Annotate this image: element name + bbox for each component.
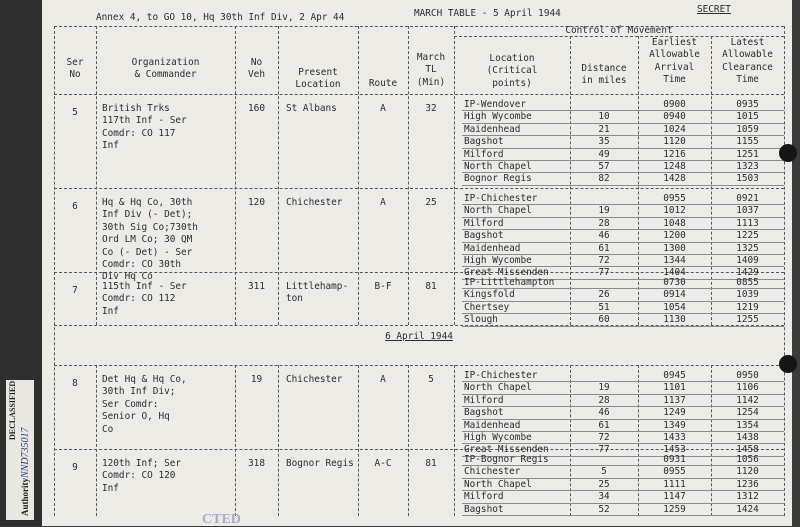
critical-point: North Chapel (464, 382, 532, 394)
latest-clearance-time: 0921 (736, 193, 759, 204)
critical-point: Bagshot (464, 136, 504, 148)
col-location-critical-points: Location (Critical points) (486, 53, 538, 89)
distance-miles: 46 (598, 230, 610, 242)
col-distance: Distance in miles (581, 63, 627, 87)
serial-present-location: Chichester (286, 374, 343, 385)
serial-march-tl: 5 (428, 374, 434, 385)
earliest-arrival-time: 0931 (663, 454, 686, 465)
serial-organization: 115th Inf - Ser Comdr: CO 112 Inf (102, 281, 187, 317)
latest-clearance-time: 1225 (736, 230, 759, 242)
punch-hole (779, 144, 797, 162)
march-table-title: MARCH TABLE - 5 April 1944 (414, 8, 561, 19)
distance-miles: 57 (598, 161, 610, 172)
annex-reference: Annex 4, to GO 10, Hq 30th Inf Div, 2 Apr 44 (96, 12, 345, 23)
earliest-arrival-time: 1453 (663, 444, 686, 456)
latest-clearance-time: 0935 (736, 99, 759, 110)
row-rule (462, 326, 784, 327)
distance-miles: 34 (598, 491, 610, 503)
latest-clearance-time: 1113 (736, 217, 759, 229)
distance-miles: 35 (598, 136, 610, 148)
latest-clearance-time: 1056 (736, 454, 759, 465)
earliest-arrival-time: 1147 (663, 491, 686, 503)
earliest-arrival-time: 0945 (663, 370, 686, 381)
row-rule (462, 515, 784, 516)
serial-vehicles: 120 (248, 197, 265, 208)
earliest-arrival-time: 0730 (663, 277, 686, 288)
earliest-arrival-time: 1137 (663, 394, 686, 406)
distance-miles: 60 (598, 314, 610, 326)
latest-clearance-time: 1458 (736, 444, 759, 456)
control-of-movement-header: Control of Movement (565, 25, 673, 36)
earliest-arrival-time: 1428 (663, 173, 686, 185)
earliest-arrival-time: 1048 (663, 217, 686, 229)
critical-point: IP-Chichester (464, 193, 538, 204)
latest-clearance-time: 1409 (736, 255, 759, 266)
critical-point: Kingsfold (464, 289, 515, 301)
earliest-arrival-time: 1259 (663, 503, 686, 515)
latest-clearance-time: 1323 (736, 161, 759, 172)
serial-number: 8 (72, 378, 78, 389)
col-earliest-arrival: Earliest Allowable Arrival Time (649, 37, 700, 86)
latest-clearance-time: 1251 (736, 148, 759, 160)
earliest-arrival-time: 1120 (663, 136, 686, 148)
earliest-arrival-time: 1433 (663, 432, 686, 443)
earliest-arrival-time: 1111 (663, 478, 686, 490)
distance-miles: 51 (598, 301, 610, 313)
col-present-location: Present Location (295, 67, 341, 91)
serial-route: A (380, 197, 386, 208)
latest-clearance-time: 0950 (736, 370, 759, 381)
latest-clearance-time: 1354 (736, 419, 759, 431)
serial-route: A-C (374, 458, 392, 469)
latest-clearance-time: 1037 (736, 205, 759, 217)
serial-vehicles: 311 (248, 281, 265, 292)
serial-march-tl: 81 (425, 458, 437, 469)
serial-present-location: Chichester (286, 197, 343, 208)
col-organization: Organization & Commander (131, 57, 200, 81)
serial-march-tl: 25 (425, 197, 437, 208)
earliest-arrival-time: 1300 (663, 242, 686, 254)
critical-point: Milford (464, 491, 504, 503)
distance-miles: 19 (598, 382, 610, 394)
latest-clearance-time: 1142 (736, 394, 759, 406)
faded-stamp: CTED (202, 512, 241, 527)
critical-point: High Wycombe (464, 111, 532, 123)
col-latest-clearance: Latest Allowable Clearance Time (722, 37, 773, 86)
earliest-arrival-time: 1248 (663, 161, 686, 172)
critical-point: Chichester (464, 466, 521, 478)
distance-miles: 28 (598, 217, 610, 229)
latest-clearance-time: 0855 (736, 277, 759, 288)
col-march-tl: March TL (Min) (416, 52, 446, 88)
critical-point: Milford (464, 148, 504, 160)
serial-vehicles: 318 (248, 458, 265, 469)
critical-point: Maidenhead (464, 123, 521, 135)
distance-miles: 61 (598, 242, 610, 254)
earliest-arrival-time: 0955 (663, 193, 686, 204)
latest-clearance-time: 1429 (736, 267, 759, 279)
distance-miles: 46 (598, 407, 610, 419)
distance-miles: 77 (598, 267, 610, 279)
serial-organization: 120th Inf; Ser Comdr: CO 120 Inf (102, 458, 182, 494)
earliest-arrival-time: 1024 (663, 123, 686, 135)
punch-hole (779, 355, 797, 373)
serial-organization: Det Hq & Hq Co, 30th Inf Div; Ser Comdr: Senior O, Hq Co (102, 374, 187, 435)
authority-label: Authority (20, 478, 30, 516)
latest-clearance-time: 1155 (736, 136, 759, 148)
earliest-arrival-time: 0955 (663, 466, 686, 478)
latest-clearance-time: 1106 (736, 382, 759, 394)
declassified-authority (20, 427, 31, 516)
serial-route: A (380, 374, 386, 385)
critical-point: Bagshot (464, 407, 504, 419)
col-route: Route (368, 78, 398, 89)
distance-miles: 77 (598, 444, 610, 456)
critical-point: North Chapel (464, 478, 532, 490)
earliest-arrival-time: 1101 (663, 382, 686, 394)
critical-point: High Wycombe (464, 432, 532, 443)
distance-miles: 26 (598, 289, 610, 301)
serial-number: 5 (72, 107, 78, 118)
latest-clearance-time: 1120 (736, 466, 759, 478)
earliest-arrival-time: 1344 (663, 255, 686, 266)
earliest-arrival-time: 1404 (663, 267, 686, 279)
critical-point: Maidenhead (464, 242, 521, 254)
serial-present-location: St Albans (286, 103, 337, 114)
latest-clearance-time: 1039 (736, 289, 759, 301)
serial-number: 6 (72, 201, 78, 212)
serial-route: A (380, 103, 386, 114)
critical-point: Milford (464, 394, 504, 406)
serial-present-location: Littlehamp- ton (286, 281, 349, 305)
earliest-arrival-time: 1200 (663, 230, 686, 242)
earliest-arrival-time: 1249 (663, 407, 686, 419)
earliest-arrival-time: 0940 (663, 111, 686, 123)
distance-miles: 61 (598, 419, 610, 431)
critical-point: IP-Chichester (464, 370, 538, 381)
critical-point: Chertsey (464, 301, 510, 313)
latest-clearance-time: 1236 (736, 478, 759, 490)
serial-route: B-F (374, 281, 392, 292)
distance-miles: 82 (598, 173, 610, 185)
declassified-stamp (6, 380, 34, 520)
critical-point: IP-Wendover (464, 99, 527, 110)
latest-clearance-time: 1059 (736, 123, 759, 135)
critical-point: Great Missenden (464, 267, 549, 279)
earliest-arrival-time: 1054 (663, 301, 686, 313)
earliest-arrival-time: 0914 (663, 289, 686, 301)
critical-point: Bagshot (464, 230, 504, 242)
latest-clearance-time: 1424 (736, 503, 759, 515)
critical-point: IP-Littlehampton (464, 277, 555, 288)
critical-point: Milford (464, 217, 504, 229)
latest-clearance-time: 1325 (736, 242, 759, 254)
serial-vehicles: 160 (248, 103, 265, 114)
serial-march-tl: 32 (425, 103, 437, 114)
critical-point: High Wycombe (464, 255, 532, 266)
serial-number: 7 (72, 285, 78, 296)
distance-miles: 52 (598, 503, 610, 515)
document-page (42, 0, 792, 526)
distance-miles: 72 (598, 432, 610, 443)
serial-march-tl: 81 (425, 281, 437, 292)
authority-number: NND735017 (20, 427, 31, 478)
distance-miles: 72 (598, 255, 610, 266)
earliest-arrival-time: 1216 (663, 148, 686, 160)
distance-miles: 10 (598, 111, 610, 123)
distance-miles: 25 (598, 478, 610, 490)
earliest-arrival-time: 1012 (663, 205, 686, 217)
col-ser-no: Ser No (66, 57, 84, 81)
earliest-arrival-time: 1349 (663, 419, 686, 431)
critical-point: Bognor Regis (464, 173, 532, 185)
latest-clearance-time: 1015 (736, 111, 759, 123)
serial-organization: Hq & Hq Co, 30th Inf Div (- Det); 30th Sig Co;730th Ord LM Co; 30 QM Co (- Det) - Ser Comdr: CO 30th Div Hq Co (102, 197, 198, 283)
latest-clearance-time: 1219 (736, 301, 759, 313)
distance-miles: 21 (598, 123, 610, 135)
serial-number: 9 (72, 462, 78, 473)
serial-vehicles: 19 (250, 374, 263, 385)
latest-clearance-time: 1438 (736, 432, 759, 443)
declassified-label: DECLASSIFIED (8, 380, 17, 440)
critical-point: North Chapel (464, 205, 532, 217)
serial-present-location: Bognor Regis (286, 458, 354, 469)
critical-point: Great Missenden (464, 444, 549, 456)
critical-point: Bagshot (464, 503, 504, 515)
secret-classification: SECRET (697, 4, 731, 15)
distance-miles: 28 (598, 394, 610, 406)
latest-clearance-time: 1254 (736, 407, 759, 419)
date-divider: 6 April 1944 (385, 331, 453, 342)
distance-miles: 19 (598, 205, 610, 217)
distance-miles: 49 (598, 148, 610, 160)
earliest-arrival-time: 1130 (663, 314, 686, 326)
latest-clearance-time: 1503 (736, 173, 759, 185)
critical-point: North Chapel (464, 161, 532, 172)
latest-clearance-time: 1255 (736, 314, 759, 326)
latest-clearance-time: 1312 (736, 491, 759, 503)
critical-point: Maidenhead (464, 419, 521, 431)
col-no-veh: No Veh (248, 57, 265, 81)
critical-point: Slough (464, 314, 498, 326)
critical-point: IP-Bognor Regis (464, 454, 549, 465)
earliest-arrival-time: 0900 (663, 99, 686, 110)
distance-miles: 5 (601, 466, 607, 478)
row-rule (462, 185, 784, 186)
serial-organization: British Trks 117th Inf - Ser Comdr: CO 117 Inf (102, 103, 187, 152)
